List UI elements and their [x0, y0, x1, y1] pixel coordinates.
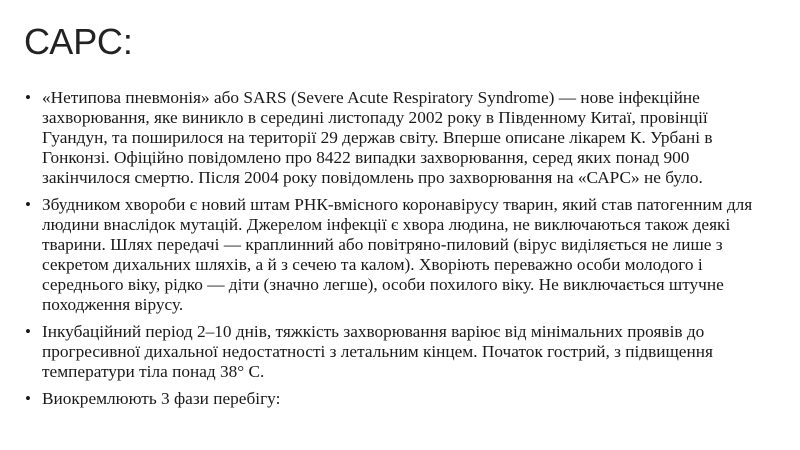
bullet-text: Виокремлюють 3 фази перебігу: [42, 389, 281, 408]
bullet-list [20, 88, 770, 409]
bullet-item [20, 389, 770, 409]
bullet-dot-icon: • [25, 195, 31, 214]
slide-title: САРС: [24, 21, 133, 62]
bullet-dot-icon: • [25, 88, 31, 107]
bullet-dot-icon: • [25, 389, 31, 408]
bullet-text: «Нетипова пневмонія» або SARS (Severe Acute Respiratory Syndrome) — нове інфекційне захворювання, яке виникло в середині листопаду 2002 року в Південному Китаї, провінції Гуандун, та поширилося на території 29 держав світу. Вперше описане лікарем К. Урбані в Гонконзі. Офіційно повідомлено про 8422 випадки захворювання, серед яких понад 900 закінчилося смертю. Після 2004 року повідомлень про захворювання на «САРС» не було. [42, 88, 713, 187]
bullet-text: Інкубаційний період 2–10 днів, тяжкість захворювання варіює від мінімальних проявів до прогресивної дихальної недостатності з летальним кінцем. Початок гострий, з підвищення температури тіла понад 38° С. [42, 322, 713, 381]
bullet-text: Збудником хвороби є новий штам РНК-вмісного коронавірусу тварин, який став патогенним для людини внаслідок мутацій. Джерелом інфекції є хвора людина, не виключаються також деякі тварини. Шлях передачі — краплинний або повітряно-пиловий (вірус виділяється не лише з секретом дихальних шляхів, а й з сечею та калом). Хворіють переважно особи молодого і середнього віку, рідко — діти (значно легше), особи похилого віку. Не виключається штучне походження вірусу. [42, 195, 753, 314]
bullet-item [20, 322, 770, 382]
bullet-dot-icon: • [25, 322, 31, 341]
bullet-item [20, 195, 770, 315]
bullet-item [20, 88, 770, 188]
